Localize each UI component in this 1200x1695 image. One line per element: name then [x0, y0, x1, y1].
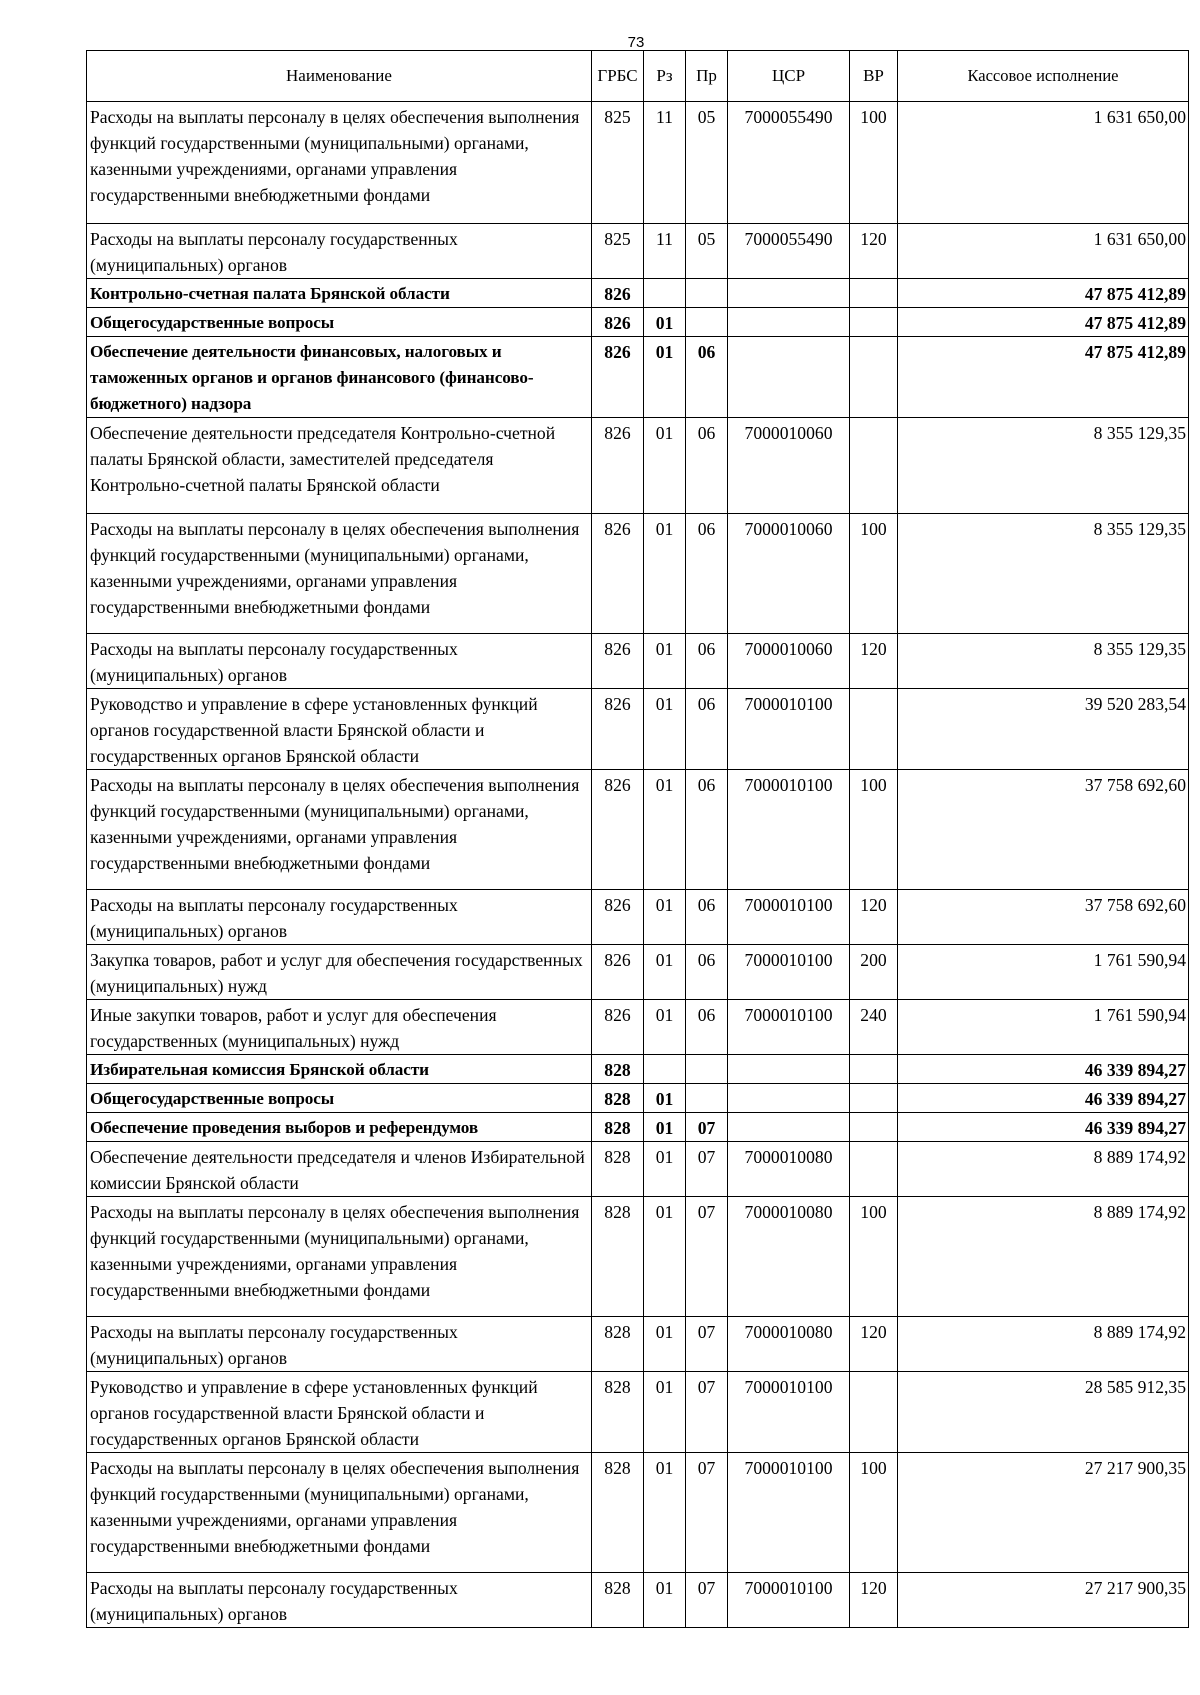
cell-vr: 120 [850, 1573, 898, 1628]
table-row [87, 1055, 1189, 1084]
cell-amount: 1 631 650,00 [898, 102, 1189, 224]
cell-vr: 200 [850, 945, 898, 1000]
header-rz: Рз [644, 51, 686, 102]
cell-grbs: 828 [592, 1372, 644, 1453]
cell-pr: 06 [686, 634, 728, 689]
cell-grbs: 826 [592, 514, 644, 634]
cell-grbs: 826 [592, 308, 644, 337]
cell-amount: 8 355 129,35 [898, 418, 1189, 514]
cell-amount: 37 758 692,60 [898, 770, 1189, 890]
cell-vr: 120 [850, 224, 898, 279]
cell-rz: 01 [644, 1084, 686, 1113]
cell-pr: 06 [686, 1000, 728, 1055]
cell-csr [728, 337, 850, 418]
cell-rz: 01 [644, 1000, 686, 1055]
cell-amount: 47 875 412,89 [898, 308, 1189, 337]
table-row [87, 308, 1189, 337]
table-row [87, 514, 1189, 634]
cell-amount: 47 875 412,89 [898, 337, 1189, 418]
table-row [87, 1113, 1189, 1142]
table-row [87, 1453, 1189, 1573]
cell-grbs: 826 [592, 945, 644, 1000]
cell-csr: 7000010100 [728, 1000, 850, 1055]
cell-vr: 120 [850, 890, 898, 945]
cell-pr: 07 [686, 1197, 728, 1317]
cell-amount: 46 339 894,27 [898, 1055, 1189, 1084]
cell-pr: 06 [686, 945, 728, 1000]
cell-pr: 05 [686, 102, 728, 224]
table-row [87, 1142, 1189, 1197]
cell-vr [850, 337, 898, 418]
cell-vr [850, 1055, 898, 1084]
cell-rz: 01 [644, 337, 686, 418]
cell-amount: 8 355 129,35 [898, 634, 1189, 689]
cell-grbs: 828 [592, 1453, 644, 1573]
cell-vr: 100 [850, 1453, 898, 1573]
cell-rz: 01 [644, 1142, 686, 1197]
table-row [87, 102, 1189, 224]
cell-rz: 11 [644, 224, 686, 279]
cell-name: Расходы на выплаты персоналу государственных (муниципальных) органов [87, 224, 592, 279]
cell-amount: 8 355 129,35 [898, 514, 1189, 634]
cell-grbs: 826 [592, 770, 644, 890]
cell-grbs: 828 [592, 1197, 644, 1317]
cell-rz: 01 [644, 945, 686, 1000]
cell-name: Расходы на выплаты персоналу в целях обеспечения выполнения функций государственными (муниципальными) органами, казенными учреждениями, органами управления государственными внебюджетными фондами [87, 770, 592, 890]
table-row [87, 1573, 1189, 1628]
cell-name: Закупка товаров, работ и услуг для обеспечения государственных (муниципальных) нужд [87, 945, 592, 1000]
header-vr: ВР [850, 51, 898, 102]
cell-pr: 06 [686, 418, 728, 514]
cell-vr [850, 1113, 898, 1142]
cell-grbs: 825 [592, 102, 644, 224]
cell-pr: 07 [686, 1453, 728, 1573]
table-row [87, 945, 1189, 1000]
header-name: Наименование [87, 51, 592, 102]
cell-pr: 07 [686, 1142, 728, 1197]
cell-amount: 46 339 894,27 [898, 1084, 1189, 1113]
cell-rz: 01 [644, 418, 686, 514]
cell-pr [686, 1055, 728, 1084]
cell-amount: 27 217 900,35 [898, 1453, 1189, 1573]
cell-amount: 28 585 912,35 [898, 1372, 1189, 1453]
cell-rz [644, 1055, 686, 1084]
cell-pr: 05 [686, 224, 728, 279]
cell-vr [850, 689, 898, 770]
header-pr: Пр [686, 51, 728, 102]
cell-csr [728, 1084, 850, 1113]
cell-vr: 100 [850, 1197, 898, 1317]
cell-vr: 100 [850, 102, 898, 224]
cell-csr: 7000010080 [728, 1142, 850, 1197]
cell-pr: 06 [686, 890, 728, 945]
cell-name: Расходы на выплаты персоналу государственных (муниципальных) органов [87, 1317, 592, 1372]
cell-csr: 7000010100 [728, 1372, 850, 1453]
cell-pr: 07 [686, 1573, 728, 1628]
table-row [87, 770, 1189, 890]
cell-pr: 06 [686, 689, 728, 770]
cell-rz [644, 279, 686, 308]
cell-csr: 7000010080 [728, 1197, 850, 1317]
cell-name: Контрольно-счетная палата Брянской области [87, 279, 592, 308]
cell-rz: 01 [644, 514, 686, 634]
cell-pr [686, 279, 728, 308]
cell-vr [850, 1084, 898, 1113]
cell-rz: 01 [644, 1113, 686, 1142]
cell-vr: 240 [850, 1000, 898, 1055]
cell-csr [728, 279, 850, 308]
cell-pr: 06 [686, 337, 728, 418]
cell-name: Расходы на выплаты персоналу в целях обеспечения выполнения функций государственными (муниципальными) органами, казенными учреждениями, органами управления государственными внебюджетными фондами [87, 1197, 592, 1317]
cell-csr: 7000010060 [728, 514, 850, 634]
cell-amount: 27 217 900,35 [898, 1573, 1189, 1628]
table-row [87, 1084, 1189, 1113]
cell-pr: 07 [686, 1317, 728, 1372]
cell-grbs: 826 [592, 890, 644, 945]
cell-name: Обеспечение проведения выборов и референдумов [87, 1113, 592, 1142]
cell-amount: 1 761 590,94 [898, 945, 1189, 1000]
cell-rz: 01 [644, 1372, 686, 1453]
cell-name: Обеспечение деятельности финансовых, налоговых и таможенных органов и органов финансового (финансово-бюджетного) надзора [87, 337, 592, 418]
cell-amount: 8 889 174,92 [898, 1317, 1189, 1372]
cell-csr: 7000010100 [728, 689, 850, 770]
cell-amount: 8 889 174,92 [898, 1197, 1189, 1317]
cell-vr: 100 [850, 514, 898, 634]
table-row [87, 418, 1189, 514]
table-row [87, 337, 1189, 418]
cell-csr [728, 308, 850, 337]
header-amount: Кассовое исполнение [898, 51, 1189, 102]
cell-vr [850, 308, 898, 337]
cell-grbs: 828 [592, 1573, 644, 1628]
cell-amount: 46 339 894,27 [898, 1113, 1189, 1142]
cell-grbs: 826 [592, 279, 644, 308]
table-row [87, 279, 1189, 308]
cell-rz: 01 [644, 308, 686, 337]
cell-rz: 01 [644, 1317, 686, 1372]
cell-csr: 7000010080 [728, 1317, 850, 1372]
cell-csr: 7000010100 [728, 1453, 850, 1573]
cell-name: Общегосударственные вопросы [87, 1084, 592, 1113]
table-row [87, 634, 1189, 689]
cell-rz: 01 [644, 634, 686, 689]
cell-vr [850, 1372, 898, 1453]
cell-grbs: 826 [592, 1000, 644, 1055]
cell-vr [850, 279, 898, 308]
cell-vr: 120 [850, 634, 898, 689]
cell-rz: 01 [644, 770, 686, 890]
cell-csr: 7000010100 [728, 1573, 850, 1628]
cell-grbs: 825 [592, 224, 644, 279]
cell-grbs: 826 [592, 337, 644, 418]
cell-rz: 01 [644, 689, 686, 770]
table-row [87, 890, 1189, 945]
table-row [87, 1317, 1189, 1372]
table-header-row [87, 51, 1189, 102]
cell-amount: 37 758 692,60 [898, 890, 1189, 945]
cell-csr [728, 1055, 850, 1084]
cell-amount: 1 631 650,00 [898, 224, 1189, 279]
cell-rz: 01 [644, 1573, 686, 1628]
cell-csr: 7000055490 [728, 224, 850, 279]
cell-amount: 8 889 174,92 [898, 1142, 1189, 1197]
cell-csr [728, 1113, 850, 1142]
cell-amount: 47 875 412,89 [898, 279, 1189, 308]
cell-grbs: 826 [592, 634, 644, 689]
cell-csr: 7000010100 [728, 890, 850, 945]
table-row [87, 1000, 1189, 1055]
cell-amount: 1 761 590,94 [898, 1000, 1189, 1055]
cell-grbs: 826 [592, 418, 644, 514]
cell-name: Расходы на выплаты персоналу государственных (муниципальных) органов [87, 1573, 592, 1628]
cell-rz: 01 [644, 890, 686, 945]
table-row [87, 689, 1189, 770]
cell-name: Расходы на выплаты персоналу государственных (муниципальных) органов [87, 890, 592, 945]
cell-name: Обеспечение деятельности председателя и членов Избирательной комиссии Брянской области [87, 1142, 592, 1197]
budget-execution-table [86, 50, 1189, 1628]
cell-pr [686, 1084, 728, 1113]
cell-grbs: 826 [592, 689, 644, 770]
cell-name: Расходы на выплаты персоналу в целях обеспечения выполнения функций государственными (муниципальными) органами, казенными учреждениями, органами управления государственными внебюджетными фондами [87, 102, 592, 224]
cell-amount: 39 520 283,54 [898, 689, 1189, 770]
cell-rz: 01 [644, 1453, 686, 1573]
cell-csr: 7000010060 [728, 634, 850, 689]
cell-vr [850, 1142, 898, 1197]
cell-grbs: 828 [592, 1317, 644, 1372]
cell-vr [850, 418, 898, 514]
cell-pr: 07 [686, 1372, 728, 1453]
cell-name: Общегосударственные вопросы [87, 308, 592, 337]
cell-name: Обеспечение деятельности председателя Контрольно-счетной палаты Брянской области, заместителей председателя Контрольно-счетной палаты Брянской области [87, 418, 592, 514]
cell-csr: 7000010100 [728, 945, 850, 1000]
cell-name: Руководство и управление в сфере установленных функций органов государственной власти Брянской области и государственных органов Брянской области [87, 689, 592, 770]
cell-grbs: 828 [592, 1084, 644, 1113]
cell-name: Расходы на выплаты персоналу государственных (муниципальных) органов [87, 634, 592, 689]
cell-grbs: 828 [592, 1113, 644, 1142]
cell-csr: 7000010060 [728, 418, 850, 514]
table-body [87, 102, 1189, 1628]
cell-name: Расходы на выплаты персоналу в целях обеспечения выполнения функций государственными (муниципальными) органами, казенными учреждениями, органами управления государственными внебюджетными фондами [87, 1453, 592, 1573]
cell-pr [686, 308, 728, 337]
cell-name: Расходы на выплаты персоналу в целях обеспечения выполнения функций государственными (муниципальными) органами, казенными учреждениями, органами управления государственными внебюджетными фондами [87, 514, 592, 634]
cell-vr: 120 [850, 1317, 898, 1372]
cell-csr: 7000010100 [728, 770, 850, 890]
cell-name: Иные закупки товаров, работ и услуг для обеспечения государственных (муниципальных) нужд [87, 1000, 592, 1055]
header-csr: ЦСР [728, 51, 850, 102]
cell-rz: 11 [644, 102, 686, 224]
cell-grbs: 828 [592, 1142, 644, 1197]
cell-grbs: 828 [592, 1055, 644, 1084]
cell-name: Руководство и управление в сфере установленных функций органов государственной власти Брянской области и государственных органов Брянской области [87, 1372, 592, 1453]
cell-csr: 7000055490 [728, 102, 850, 224]
cell-rz: 01 [644, 1197, 686, 1317]
cell-pr: 06 [686, 770, 728, 890]
page-number: 73 [627, 34, 645, 51]
table-row [87, 1372, 1189, 1453]
cell-pr: 07 [686, 1113, 728, 1142]
cell-name: Избирательная комиссия Брянской области [87, 1055, 592, 1084]
table-row [87, 224, 1189, 279]
header-grbs: ГРБС [592, 51, 644, 102]
cell-vr: 100 [850, 770, 898, 890]
cell-pr: 06 [686, 514, 728, 634]
table-row [87, 1197, 1189, 1317]
